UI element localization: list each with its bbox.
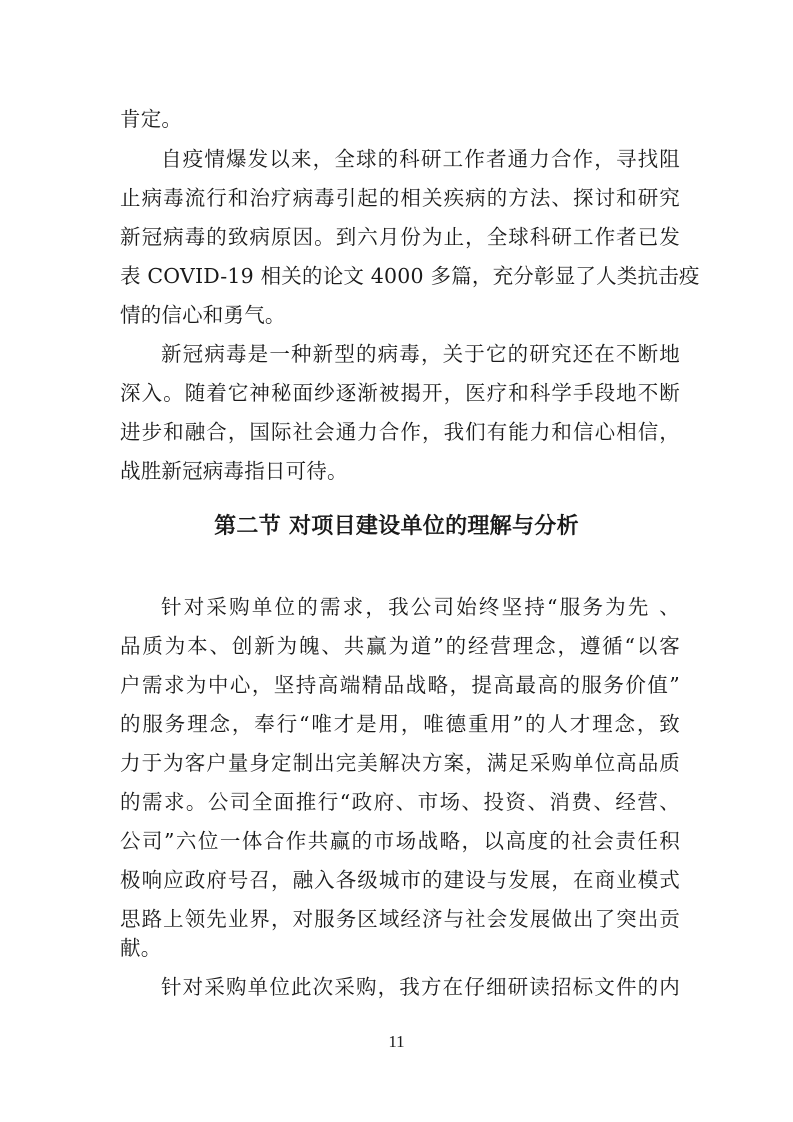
paragraph-company-line: 献。 bbox=[120, 936, 162, 960]
paragraph-company-line: 公司”六位一体合作共赢的市场战略，以高度的社会责任积 bbox=[120, 829, 680, 853]
paragraph-company-line: 品质为本、创新为魄、共赢为道”的经营理念，遵循“以客 bbox=[120, 634, 680, 658]
paragraph-company-line: 针对采购单位的需求，我公司始终坚持“服务为先 、 bbox=[161, 595, 680, 619]
paragraph-virus-line: 新冠病毒是一种新型的病毒，关于它的研究还在不断地 bbox=[161, 342, 680, 366]
paragraph-research-line: 表 COVID-19 相关的论文 4000 多篇，充分彰显了人类抗击疫 bbox=[120, 264, 700, 288]
paragraph-virus-line: 进步和融合，国际社会通力合作，我们有能力和信心相信， bbox=[120, 420, 680, 444]
paragraph-virus-line: 深入。随着它神秘面纱逐渐被揭开，医疗和科学手段地不断 bbox=[120, 381, 680, 405]
paragraph-company-line: 思路上领先业界，对服务区域经济与社会发展做出了突出贡 bbox=[120, 907, 680, 931]
paragraph-research-line: 止病毒流行和治疗病毒引起的相关疾病的方法、探讨和研究 bbox=[120, 186, 680, 210]
paragraph-virus-line: 战胜新冠病毒指日可待。 bbox=[120, 459, 348, 483]
opening-fragment: 肯定。 bbox=[120, 107, 183, 131]
paragraph-company-line: 力于为客户量身定制出完美解决方案，满足采购单位高品质 bbox=[120, 751, 680, 775]
paragraph-company-line: 的服务理念，奉行“唯才是用，唯德重用”的人才理念，致 bbox=[120, 712, 680, 736]
paragraph-procurement-line: 针对采购单位此次采购，我方在仔细研读招标文件的内 bbox=[161, 975, 680, 999]
paragraph-research-line: 新冠病毒的致病原因。到六月份为止，全球科研工作者已发 bbox=[120, 225, 680, 249]
page-number: 11 bbox=[388, 1032, 405, 1051]
paragraph-company-line: 的需求。公司全面推行“政府、市场、投资、消费、经营、 bbox=[120, 790, 680, 814]
paragraph-research-line: 自疫情爆发以来，全球的科研工作者通力合作，寻找阻 bbox=[161, 147, 680, 171]
paragraph-research-line: 情的信心和勇气。 bbox=[120, 303, 286, 327]
paragraph-company-line: 户需求为中心，坚持高端精品战略，提高最高的服务价值” bbox=[120, 673, 680, 697]
section-heading: 第二节 对项目建设单位的理解与分析 bbox=[214, 514, 579, 539]
paragraph-company-line: 极响应政府号召，融入各级城市的建设与发展，在商业模式 bbox=[120, 868, 680, 892]
